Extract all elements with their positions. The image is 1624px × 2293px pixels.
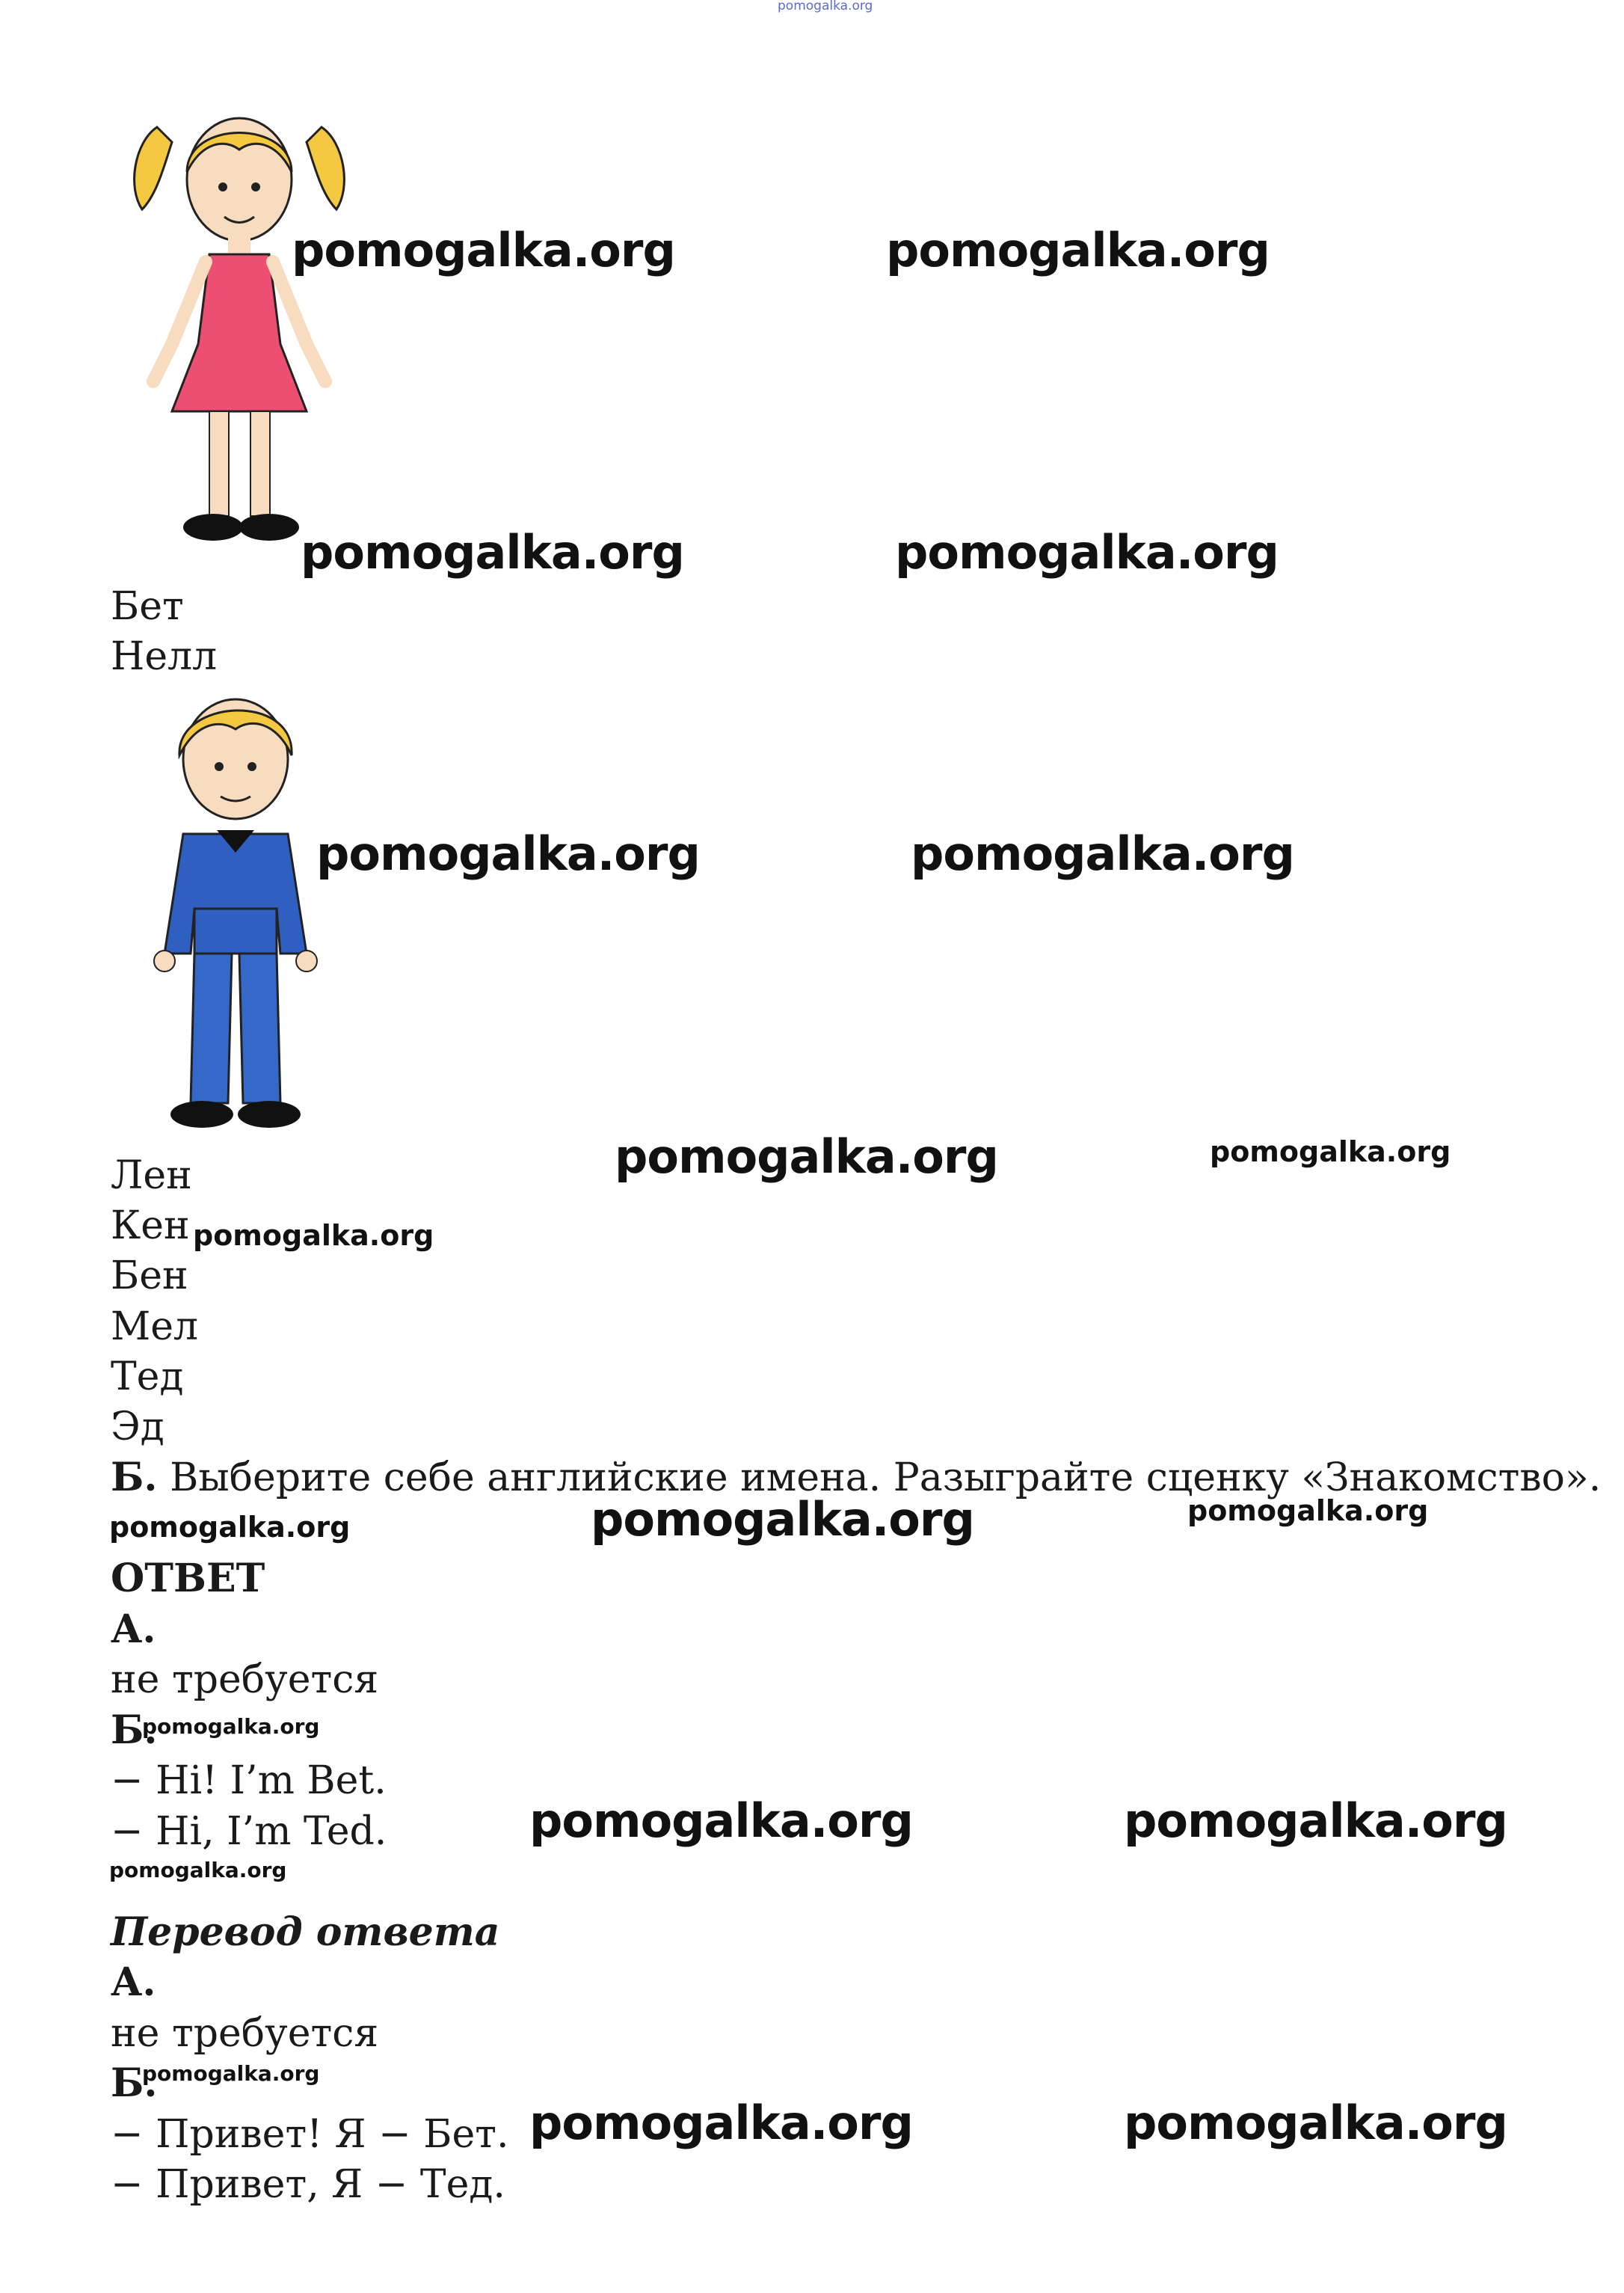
- watermark: pomogalka.org: [193, 1219, 434, 1252]
- watermark-top: pomogalka.org: [778, 0, 873, 13]
- translation-a-label: А.: [111, 1959, 156, 2005]
- answer-heading: ОТВЕТ: [111, 1556, 265, 1601]
- watermark: pomogalka.org: [142, 1714, 320, 1739]
- watermark: pomogalka.org: [301, 525, 684, 580]
- watermark: pomogalka.org: [109, 1858, 287, 1882]
- watermark: pomogalka.org: [142, 2061, 320, 2086]
- answer-a-label: А.: [111, 1606, 156, 1652]
- watermark: pomogalka.org: [1124, 1793, 1507, 1848]
- answer-dialog-line: − Hi! I’m Bet.: [111, 1758, 387, 1803]
- translation-dialog-line: − Привет, Я − Тед.: [111, 2162, 505, 2207]
- name-label: Тед: [111, 1354, 184, 1399]
- watermark: pomogalka.org: [316, 826, 700, 881]
- boy-illustration: [131, 684, 340, 1141]
- translation-heading: Перевод ответа: [111, 1909, 500, 1955]
- name-label: Мел: [111, 1304, 199, 1349]
- watermark: pomogalka.org: [292, 223, 675, 277]
- name-label: Бен: [111, 1253, 188, 1298]
- translation-a-text: не требуется: [111, 2011, 379, 2056]
- answer-dialog-line: − Hi, I’m Ted.: [111, 1809, 387, 1854]
- watermark: pomogalka.org: [109, 1511, 351, 1544]
- watermark: pomogalka.org: [1187, 1494, 1429, 1527]
- name-label: Лен: [111, 1153, 192, 1198]
- answer-b-label: Б.: [111, 1707, 158, 1753]
- translation-b-label: Б.: [111, 2060, 158, 2106]
- name-label: Нелл: [111, 634, 218, 679]
- translation-dialog-line: − Привет! Я − Бет.: [111, 2112, 509, 2157]
- girl-illustration: [127, 97, 351, 553]
- watermark: pomogalka.org: [615, 1129, 998, 1184]
- task-b-label: Б.: [111, 1455, 158, 1500]
- watermark: pomogalka.org: [886, 223, 1270, 277]
- watermark: pomogalka.org: [911, 826, 1294, 881]
- name-label: Кен: [111, 1203, 190, 1248]
- watermark: pomogalka.org: [1210, 1135, 1451, 1168]
- answer-a-text: не требуется: [111, 1657, 379, 1702]
- watermark: pomogalka.org: [529, 1793, 913, 1848]
- watermark: pomogalka.org: [529, 2096, 913, 2150]
- watermark: pomogalka.org: [895, 525, 1279, 580]
- name-label: Эд: [111, 1405, 164, 1449]
- task-b: [111, 1455, 1602, 1500]
- name-label: Бет: [111, 584, 184, 629]
- task-b-text: Выберите себе английские имена. Разыграйте сценку «Знакомство».: [170, 1455, 1602, 1500]
- watermark: pomogalka.org: [591, 1492, 974, 1547]
- watermark: pomogalka.org: [1124, 2096, 1507, 2150]
